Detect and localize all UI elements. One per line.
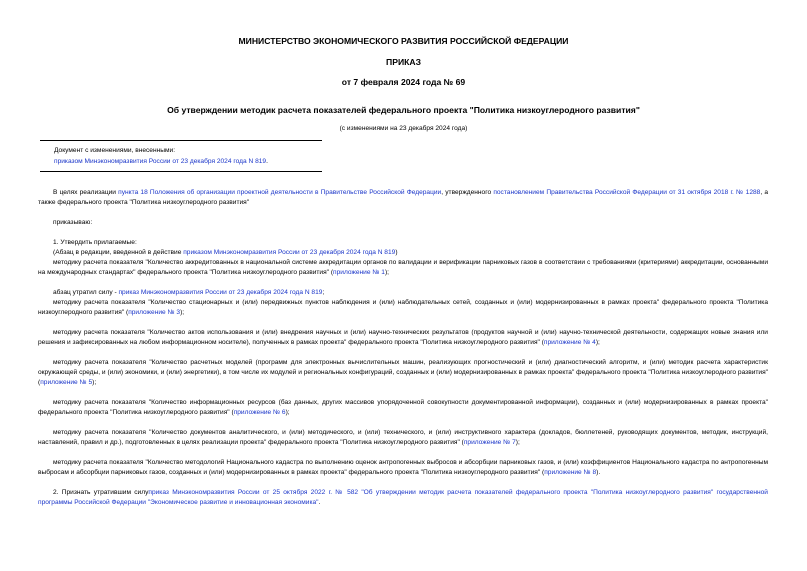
voided-paragraph: абзац утратил силу - приказ Минэкономразвития России от 23 декабря 2024 года N 819;	[53, 289, 325, 296]
document-body	[38, 188, 768, 508]
methodology-6: методику расчета показателя "Количество информационных ресурсов (баз данных, других массивов упорядоченной совокупности документированной информации), созданных и (или) модернизированных в рамках проекта" федерального проекта "Политика низкоуглеродного развития" (приложение № 6);	[38, 399, 768, 416]
methodology-5: методику расчета показателя "Количество расчетных моделей (программ для электронных вычислительных машин, реализующих прогностический и (или) диагностический алгоритм, и (или) методик расчета характеристик окружающей среды, и (или) экономики, и (или) энергетики), в том числе их модулей и региональных конфигураций, созданных и (или) модернизированных в рамках проекта" федерального проекта "Политика низкоуглеродного развития" (приложение № 5);	[38, 359, 768, 386]
voiding-order-link[interactable]: приказ Минэкономразвития России от 23 декабря 2024 года N 819	[118, 289, 323, 296]
methodology-7: методику расчета показателя "Количество документов аналитического, и (или) методического, и (или) технического, и (или) инструктивного характера (докладов, бюллетеней, руководящих документов, методик, инструкций, наставлений, правил и др.), подготовленных в целях реализации проекта" федерального проекта "Политика низкоуглеродного развития" (приложение № 7);	[38, 429, 768, 446]
item-2-paragraph: 2. Признать утратившим силуприказ Минэкономразвития России от 25 октября 2022 г. № 582 "Об утверждении методик расчета показателей федерального проекта "Политика низкоуглеродного развития" государственной программы Российской Федерации "Экономическое развитие и инновационная экономика".	[38, 489, 768, 506]
amendments-top-rule	[40, 140, 322, 141]
document-title: Об утверждении методик расчета показателей федерального проекта "Политика низкоуглеродного развития"	[167, 105, 640, 115]
intro-paragraph: В целях реализации пункта 18 Положения об организации проектной деятельности в Правительстве Российской Федерации, утвержденного постановлением Правительства Российской Федерации от 31 октября 2018 г. № 1288, а также федерального проекта "Политика низкоуглеродного развития"	[38, 189, 768, 206]
ministry-heading: МИНИСТЕРСТВО ЭКОНОМИЧЕСКОГО РАЗВИТИЯ РОССИЙСКОЙ ФЕДЕРАЦИИ	[238, 36, 569, 46]
regulation-link[interactable]: пункта 18 Положения об организации проектной деятельности в Правительстве Российской Федерации	[118, 189, 442, 196]
appendix-6-link[interactable]: приложение № 6	[233, 409, 286, 416]
amendment-note-link[interactable]: приказом Минэкономразвития России от 23 декабря 2024 года N 819	[183, 249, 396, 256]
appendix-3-link[interactable]: приложение № 3	[128, 309, 181, 316]
methodology-8: методику расчета показателя "Количество методологий Национального кадастра по выполнению оценок антропогенных выбросов и абсорбции парниковых газов, и (или) коэффициентов Национального кадастра по антропогенным выбросам и абсорбции парниковых газов, созданных и (или) модернизированных в рамках проекта" федерального проекта "Политика низкоуглеродного развития" (приложение № 8).	[38, 459, 768, 476]
methodology-4: методику расчета показателя "Количество актов использования и (или) внедрения научных и (или) научно-технических результатов (продуктов научной и (или) научно-технической деятельности, содержащих новые знания или решения и зафиксированных на любом информационном носителе), полученных в рамках проекта" федерального проекта "Политика низкоуглеродного развития" (приложение № 4);	[38, 329, 768, 346]
appendix-7-link[interactable]: приложение № 7	[463, 439, 516, 446]
appendix-1-link[interactable]: приложение № 1	[333, 269, 385, 276]
amendments-box	[40, 140, 322, 172]
amendment-link[interactable]: приказом Минэкономразвития России от 23 декабря 2024 года N 819	[54, 158, 267, 165]
document-revision-note: (с изменениями на 23 декабря 2024 года)	[339, 125, 468, 132]
doc-date-heading: от 7 февраля 2024 года № 69	[341, 77, 466, 87]
amendments-entry: приказом Минэкономразвития России от 23 декабря 2024 года N 819.	[54, 158, 268, 165]
amendments-bottom-rule	[40, 171, 322, 172]
appendix-8-link[interactable]: приложение № 8	[544, 469, 597, 476]
order-word: приказываю:	[53, 219, 93, 226]
government-decree-link[interactable]: постановлением Правительства Российской Федерации от 31 октября 2018 г. № 1288	[493, 189, 761, 196]
methodology-1: методику расчета показателя "Количество аккредитованных в национальной системе аккредитации органов по валидации и верификации парниковых газов в соответствии с требованиями (критериями) аккредитации, основанными на международных стандартах" федерального проекта "Политика низкоуглеродного развития" (приложение № 1);	[38, 259, 768, 276]
appendix-4-link[interactable]: приложение № 4	[543, 339, 596, 346]
appendix-5-link[interactable]: приложение № 5	[40, 379, 93, 386]
amendment-note: (Абзац в редакции, введенной в действие приказом Минэкономразвития России от 23 декабря 2024 года N 819)	[53, 249, 398, 256]
methodology-3: методику расчета показателя "Количество стационарных и (или) передвижных пунктов наблюдения и (или) наблюдательных сетей, созданных и (или) модернизированных в рамках проекта" федерального проекта "Политика низкоуглеродного развития" (приложение № 3);	[38, 299, 768, 316]
amendments-caption: Документ с изменениями, внесенными:	[54, 147, 176, 154]
doc-type-heading: ПРИКАЗ	[386, 57, 421, 67]
item-1-heading: 1. Утвердить прилагаемые:	[53, 239, 137, 246]
repealed-order-link[interactable]: приказ Минэкономразвития России от 25 октября 2022 г. № 582 "Об утверждении методик расчета показателей федерального проекта "Политика низкоуглеродного развития" государственной программы Российской Федерации "Экономическое развитие и инновационная экономика"	[38, 489, 768, 506]
